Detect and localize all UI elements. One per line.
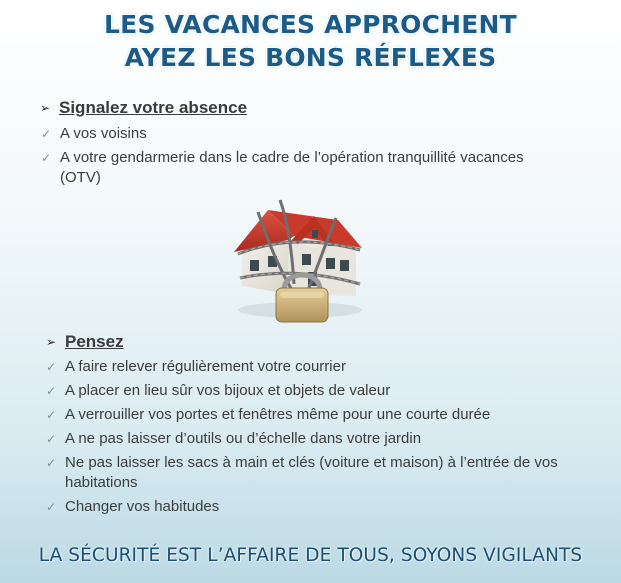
- check-icon: ✓: [41, 151, 52, 165]
- arrow-bullet-icon: ➢: [46, 335, 57, 349]
- check-icon: ✓: [46, 432, 57, 446]
- list-item: A faire relever régulièrement votre courrier: [65, 358, 346, 375]
- list-item: Changer vos habitudes: [65, 498, 220, 515]
- check-icon: ✓: [41, 127, 52, 141]
- check-icon: ✓: [46, 500, 57, 514]
- list-item: A vos voisins: [60, 125, 147, 142]
- list-item: A verrouiller vos portes et fenêtres même pour une courte durée: [65, 406, 491, 423]
- arrow-bullet-icon: ➢: [40, 101, 51, 115]
- check-icon: ✓: [46, 360, 57, 374]
- list-item: A placer en lieu sûr vos bijoux et objets de valeur: [65, 382, 391, 399]
- list-item: A ne pas laisser d’outils ou d’échelle dans votre jardin: [65, 430, 422, 447]
- section-heading-absence: Signalez votre absence: [59, 98, 248, 117]
- check-icon: ✓: [46, 456, 57, 470]
- check-icon: ✓: [46, 384, 57, 398]
- list-item: Ne pas laisser les sacs à main et clés (voiture et maison) à l’entrée de vos habitations: [65, 454, 558, 491]
- title-line-2: AYEZ LES BONS RÉFLEXES: [124, 43, 497, 72]
- list-item: A votre gendarmerie dans le cadre de l’opération tranquillité vacances (OTV): [60, 149, 524, 186]
- chained-house-padlock-icon: [228, 192, 370, 324]
- section-heading-pensez: Pensez: [65, 332, 124, 351]
- title-line-1: LES VACANCES APPROCHENT: [104, 10, 517, 39]
- footer-slogan: LA SÉCURITÉ EST L’AFFAIRE DE TOUS, SOYONS VIGILANTS: [38, 545, 583, 566]
- check-icon: ✓: [46, 408, 57, 422]
